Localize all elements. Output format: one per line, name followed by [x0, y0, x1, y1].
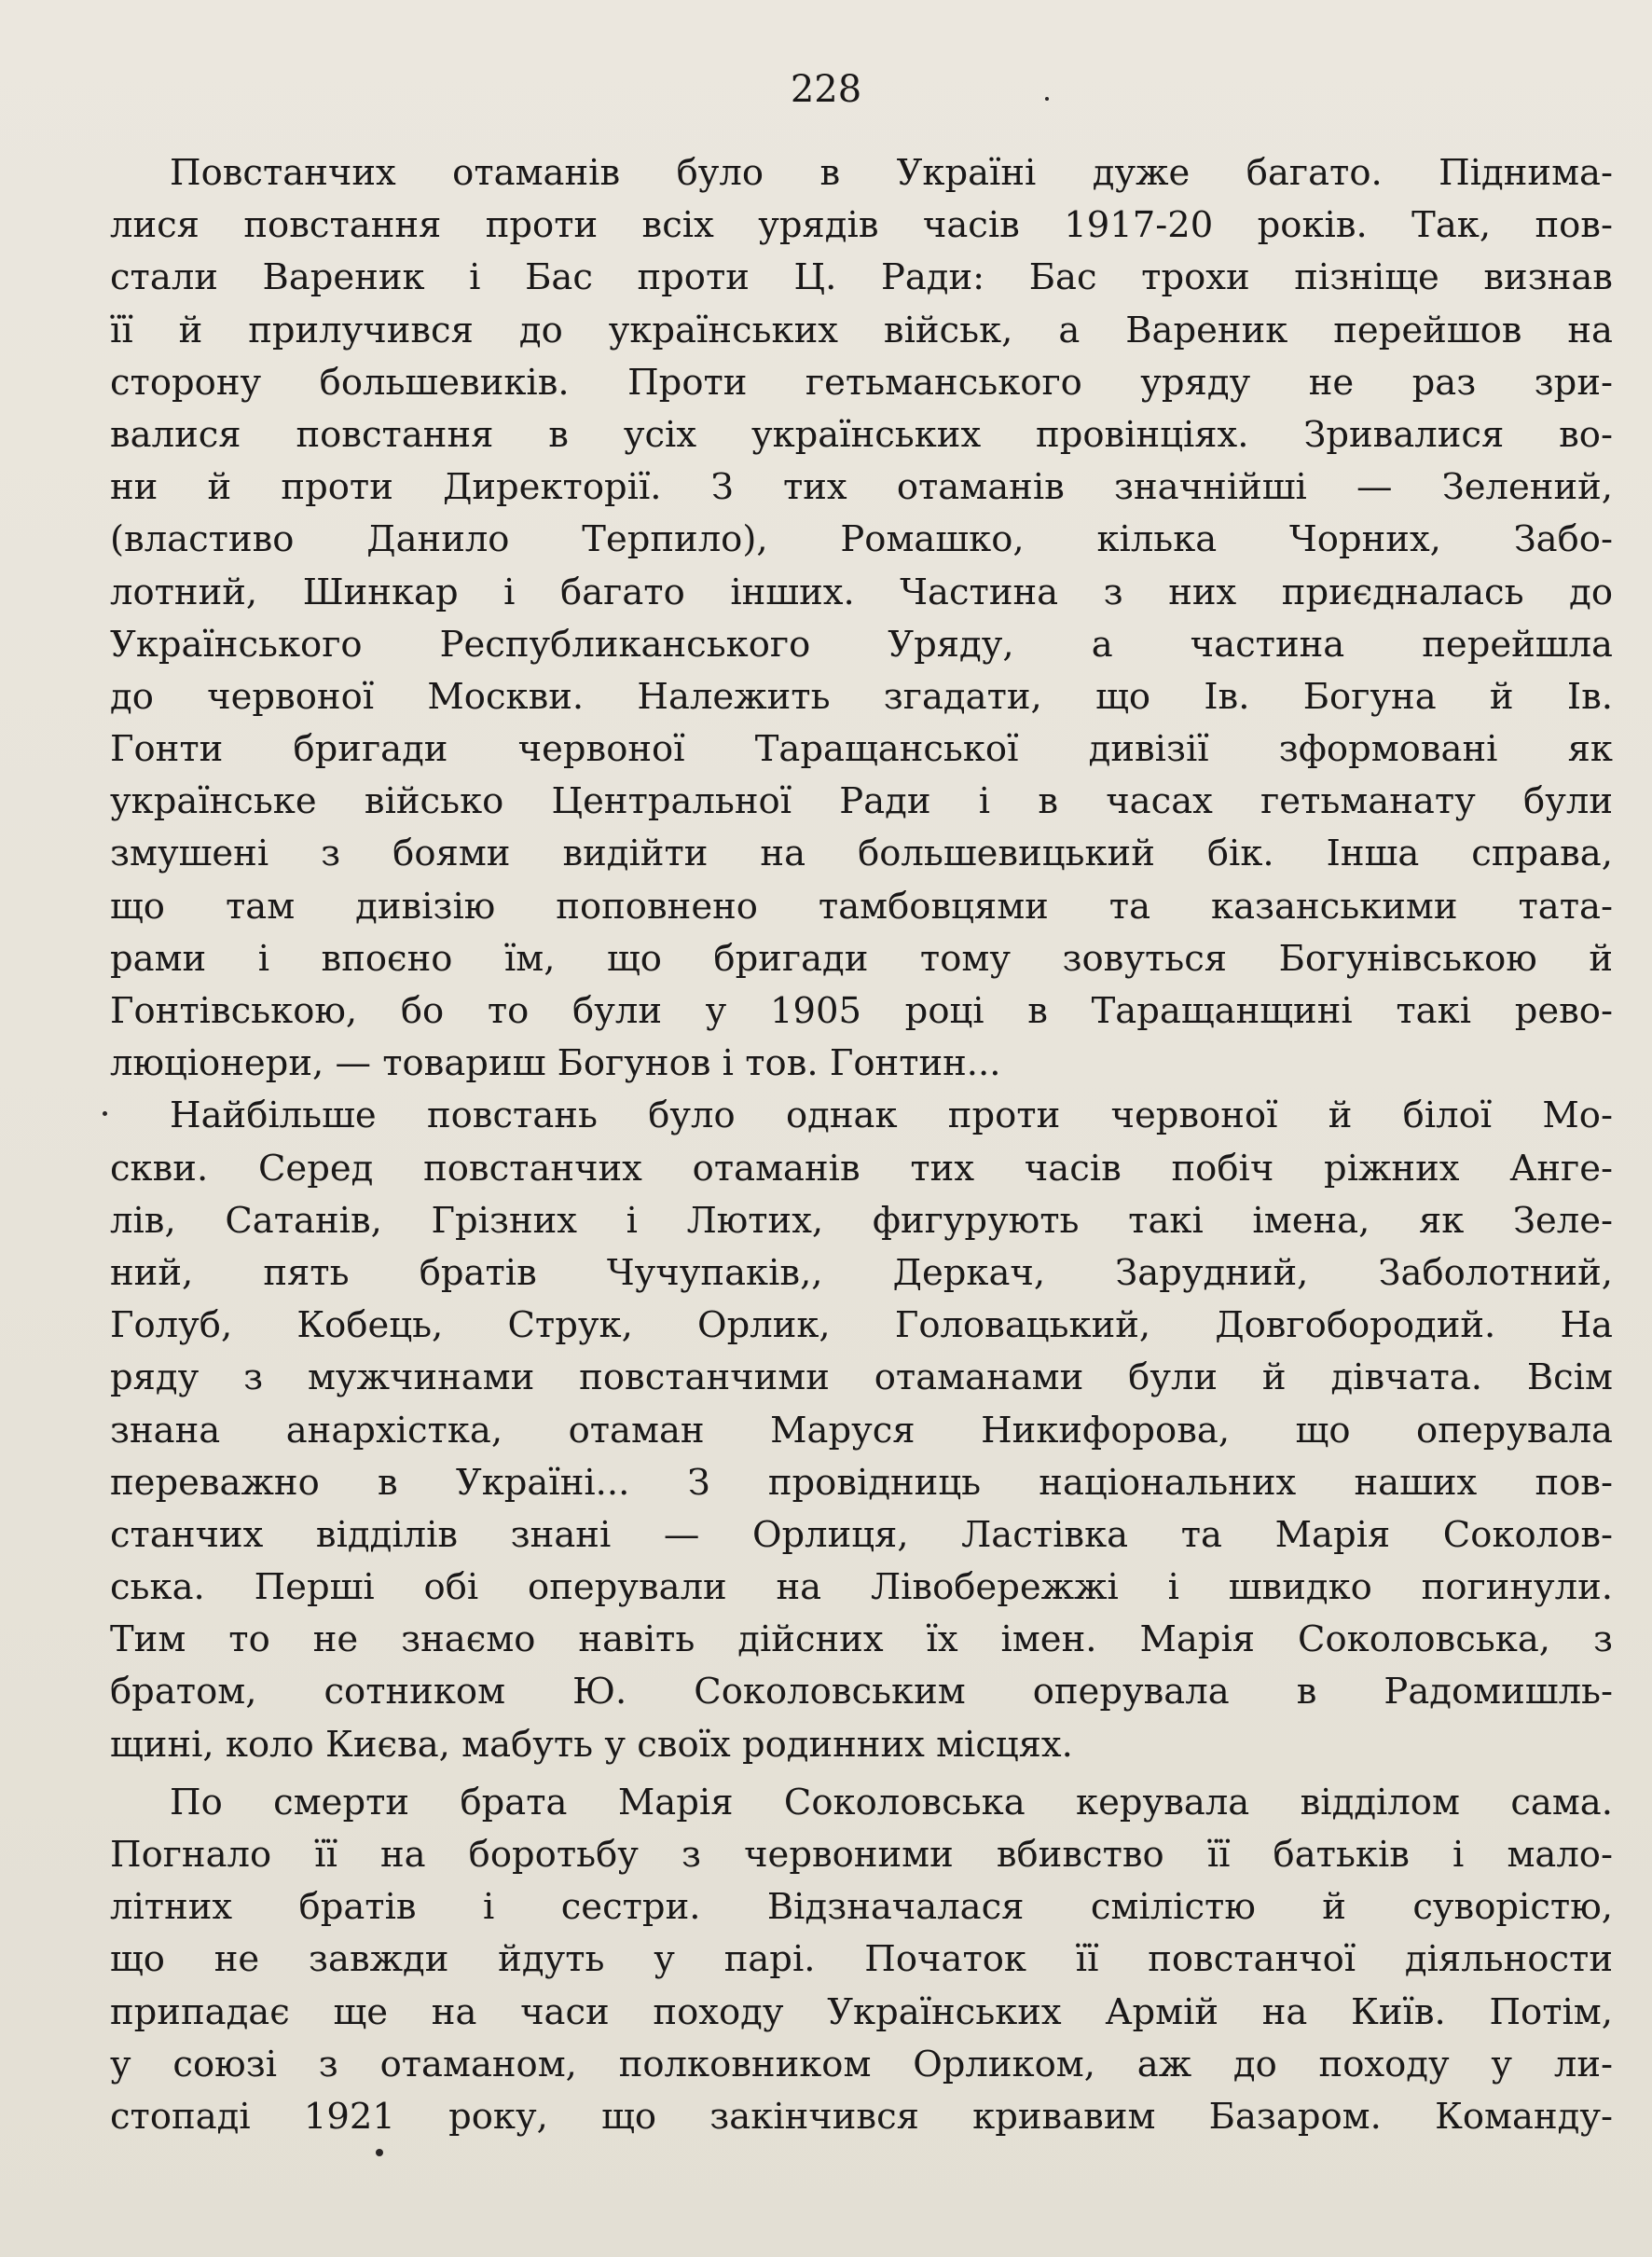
ink-speck — [103, 1111, 107, 1116]
text-line: Українського Республиканського Уряду, а частина перейшла — [110, 623, 1613, 666]
text-line: ряду з мужчинами повстанчими отаманами були й дівчата. Всім — [110, 1356, 1613, 1399]
text-line: Гонтівською, бо то були у 1905 році в Таращанщині такі рево- — [110, 990, 1613, 1032]
text-line: сторону большевиків. Проти гетьманського уряду не раз зри- — [110, 361, 1613, 404]
ink-speck — [376, 2149, 383, 2156]
text-line: знана анархістка, отаман Маруся Никифорова, що оперувала — [110, 1409, 1613, 1452]
text-line: що не завжди йдуть у парі. Початок її повстанчої діяльности — [110, 1938, 1613, 1981]
text-line: лотний, Шинкар і багато інших. Частина з них приєдналась до — [110, 571, 1613, 613]
text-line: припадає ще на часи походу Українських Армій на Київ. Потім, — [110, 1990, 1613, 2033]
text-line: валися повстання в усіх українських провінціях. Зривалися во- — [110, 413, 1613, 456]
text-line: Голуб, Кобець, Струк, Орлик, Головацький, Довгобородий. На — [110, 1304, 1613, 1347]
text-line: щині, коло Києва, мабуть у своїх родинних місцях. — [110, 1723, 1073, 1766]
text-line: переважно в Україні... З провідниць національних наших пов- — [110, 1461, 1613, 1504]
text-line: Тим то не знаємо навіть дійсних їх імен. Марія Соколовська, з — [110, 1618, 1613, 1661]
text-line: що там дивізію поповнено тамбовцями та казанськими тата- — [110, 885, 1613, 928]
text-line: (властиво Данило Терпило), Ромашко, кілька Чорних, Забо- — [110, 518, 1613, 561]
text-line: Повстанчих отаманів було в Україні дуже багато. Піднима- — [170, 152, 1613, 194]
text-line: лися повстання проти всіх урядів часів 1917-20 років. Так, пов- — [110, 204, 1613, 247]
text-line: до червоної Москви. Належить згадати, що Ів. Богуна й Ів. — [110, 675, 1613, 718]
text-line: Найбільше повстань було однак проти червоної й білої Мо- — [170, 1094, 1613, 1137]
page-body — [110, 147, 1613, 2143]
text-line: люціонери, — товариш Богунов і тов. Гонтин... — [110, 1042, 1001, 1085]
text-line: рами і впоєно їм, що бригади тому зовуться Богунівською й — [110, 937, 1613, 980]
text-line: ний, пять братів Чучупаків,, Деркач, Зарудний, Заболотний, — [110, 1251, 1613, 1294]
text-line: лів, Сатанів, Грізних і Лютих, фигурують такі імена, як Зеле- — [110, 1199, 1613, 1242]
page-number: 228 — [790, 68, 862, 111]
text-line: стали Вареник і Бас проти Ц. Ради: Бас трохи пізніще визнав — [110, 256, 1613, 299]
text-line: українське військо Центральної Ради і в часах гетьманату були — [110, 780, 1613, 823]
text-line: скви. Серед повстанчих отаманів тих часів побіч ріжних Анге- — [110, 1147, 1613, 1190]
paragraph-2 — [110, 1090, 1613, 1770]
text-line: її й прилучився до українських військ, а Вареник перейшов на — [110, 309, 1613, 351]
ink-speck — [1045, 97, 1049, 101]
text-line: По смерти брата Марія Соколовська керувала відділом сама. — [170, 1781, 1613, 1823]
paragraph-1 — [110, 147, 1613, 1090]
paragraph-3 — [110, 1777, 1613, 2143]
text-line: змушені з боями видійти на большевицький бік. Інша справа, — [110, 833, 1613, 875]
text-line: братом, сотником Ю. Соколовським оперувала в Радомишль- — [110, 1671, 1613, 1713]
text-line: ни й проти Директорії. З тих отаманів значнійші — Зелений, — [110, 466, 1613, 509]
text-line: стопаді 1921 року, що закінчився кривавим Базаром. Команду- — [110, 2095, 1613, 2138]
text-line: Погнало її на боротьбу з червоними вбивство її батьків і мало- — [110, 1834, 1613, 1876]
text-line: літних братів і сестри. Відзначалася смілістю й суворістю, — [110, 1886, 1613, 1929]
text-line: у союзі з отаманом, полковником Орликом, аж до походу у ли- — [110, 2043, 1613, 2085]
text-line: Гонти бригади червоної Таращанської дивізії зформовані як — [110, 728, 1613, 771]
text-line: станчих відділів знані — Орлиця, Ластівка та Марія Соколов- — [110, 1513, 1613, 1556]
text-line: ська. Перші обі оперували на Лівобережжі і швидко погинули. — [110, 1566, 1613, 1609]
